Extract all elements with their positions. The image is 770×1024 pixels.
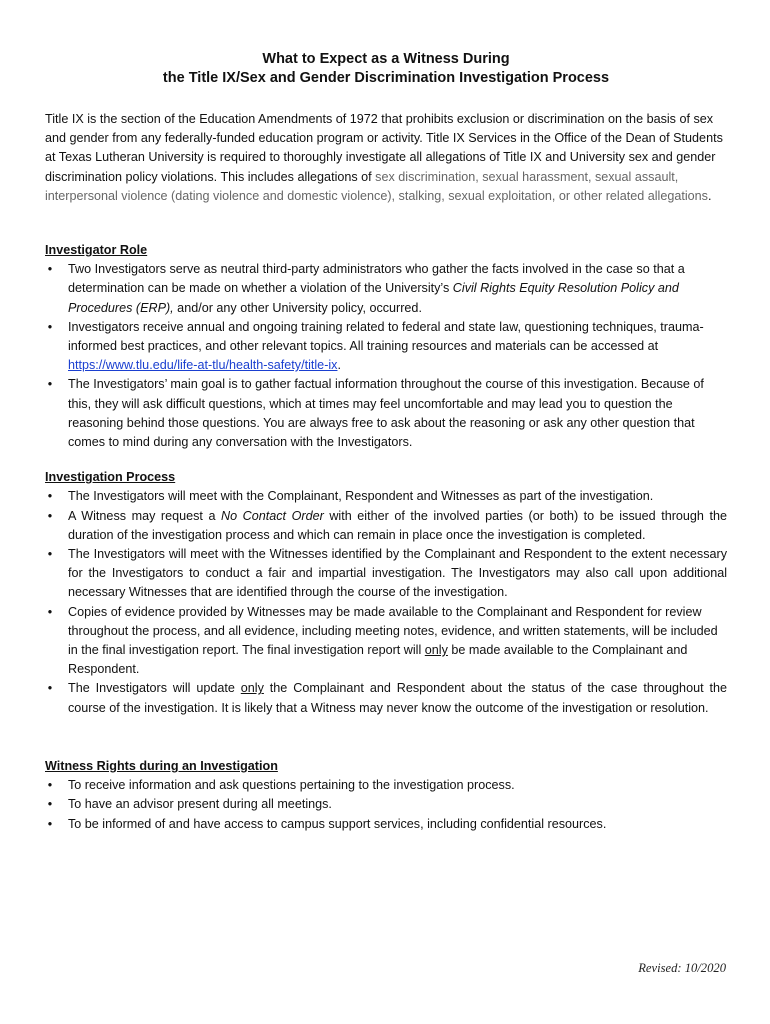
list-item	[45, 487, 727, 506]
bullet-icon: •	[47, 377, 53, 392]
list-item	[45, 603, 727, 680]
item-text: The Investigators will meet with the Witnesses identified by the Complainant and Respondent to the extent necessary for the Investigators to conduct a fair and impartial investigation. The Investigators may also call upon additional necessary Witnesses that are identified through the course of the investigation.	[68, 547, 727, 600]
intro-paragraph	[45, 110, 727, 206]
item-text: the Complainant and Respondent about the status of the case throughout the course of the investigation. It is likely that a Witness may never know the outcome of the investigation or resolution.	[68, 681, 727, 715]
intro-text: Title IX is the section of the Education Amendments of 1972 that prohibits exclusion or discrimination on the basis of sex and gender from any federally-funded education program or activity. Title IX Services in the Office of the Dean of Students at Texas Lutheran University is required to thoroughly investigate all allegations of Title IX and University sex and gender discrimination policy violations. This includes allegations of	[45, 112, 723, 184]
bullet-icon: •	[47, 778, 53, 793]
title-line-1: What to Expect as a Witness During	[262, 51, 510, 67]
list-item	[45, 776, 727, 795]
list-item	[45, 795, 727, 814]
item-text: with either of the involved parties (or both) to be issued through the duration of the investigation process and which can remain in place once the investigation is completed.	[68, 508, 727, 542]
list-item	[45, 679, 727, 717]
no-contact-order-term: No Contact Order	[221, 508, 324, 523]
intro-allegations-text: sex discrimination, sexual harassment, sexual assault, interpersonal violence (dating violence and domestic violence), stalking, sexual exploitation, or other related allegations	[45, 169, 708, 203]
investigator-role-heading: Investigator Role	[45, 243, 148, 258]
investigation-process-section	[45, 468, 727, 718]
list-item	[45, 815, 727, 834]
item-text: .	[337, 358, 341, 373]
witness-rights-list	[45, 776, 727, 834]
bullet-icon: •	[47, 319, 53, 334]
bullet-icon: •	[47, 681, 53, 696]
erp-policy-title: Civil Rights Equity Resolution Policy and Procedures (ERP),	[68, 281, 679, 315]
bullet-icon: •	[47, 797, 53, 812]
item-text: The Investigators will update	[68, 681, 241, 696]
investigator-role-section	[45, 241, 727, 452]
bullet-icon: •	[47, 262, 53, 277]
item-text: and/or any other University policy, occurred.	[173, 300, 422, 315]
only-emphasis: only	[240, 681, 264, 696]
list-item	[45, 545, 727, 603]
item-text: be made available to the Complainant and Respondent.	[68, 643, 688, 677]
revision-date: Revised: 10/2020	[638, 961, 726, 975]
intro-end: .	[707, 188, 712, 203]
list-item	[45, 375, 727, 452]
bullet-icon: •	[47, 508, 53, 523]
witness-rights-section	[45, 757, 727, 834]
investigator-role-list	[45, 260, 727, 452]
item-text: A Witness may request a	[68, 508, 222, 523]
bullet-icon: •	[47, 604, 53, 619]
bullet-icon: •	[47, 547, 53, 562]
only-emphasis: only	[424, 643, 448, 658]
item-text: To have an advisor present during all meetings.	[68, 797, 332, 812]
page-title	[45, 50, 727, 88]
witness-rights-heading: Witness Rights during an Investigation	[45, 758, 278, 773]
investigation-process-heading: Investigation Process	[45, 470, 176, 485]
item-text: Investigators receive annual and ongoing training related to federal and state law, questioning techniques, trauma-informed best practices, and other relevant topics. All training resources and materials can be accessed at	[68, 319, 704, 354]
item-text: Copies of evidence provided by Witnesses may be made available to the Complainant and Respondent for review throughout the process, and all evidence, including meeting notes, evidence, and written statements, will be included in the final investigation report. The final investigation report will	[68, 604, 718, 658]
title-line-2: the Title IX/Sex and Gender Discrimination Investigation Process	[162, 70, 610, 86]
bullet-icon: •	[47, 816, 53, 831]
item-text: To receive information and ask questions pertaining to the investigation process.	[68, 778, 515, 793]
item-text: The Investigators’ main goal is to gather factual information throughout the course of this investigation. Because of this, they will ask difficult questions, which at times may feel uncomfortable and may lead you to question the reasoning behind those questions. You are always free to ask about the reasoning or ask any other question that comes to mind during any conversation with the Investigators.	[68, 377, 704, 450]
investigation-process-list	[45, 487, 727, 717]
list-item	[45, 260, 727, 318]
item-text: To be informed of and have access to campus support services, including confidential resources.	[68, 816, 607, 831]
list-item	[45, 318, 727, 376]
list-item	[45, 507, 727, 545]
item-text: Two Investigators serve as neutral third-party administrators who gather the facts involved in the case so that a determination can be made on whether a violation of the University’s	[68, 262, 685, 296]
document-page	[45, 50, 727, 834]
title-ix-link[interactable]: https://www.tlu.edu/life-at-tlu/health-safety/title-ix	[68, 358, 338, 373]
bullet-icon: •	[47, 489, 53, 504]
item-text: The Investigators will meet with the Complainant, Respondent and Witnesses as part of the investigation.	[68, 489, 654, 504]
